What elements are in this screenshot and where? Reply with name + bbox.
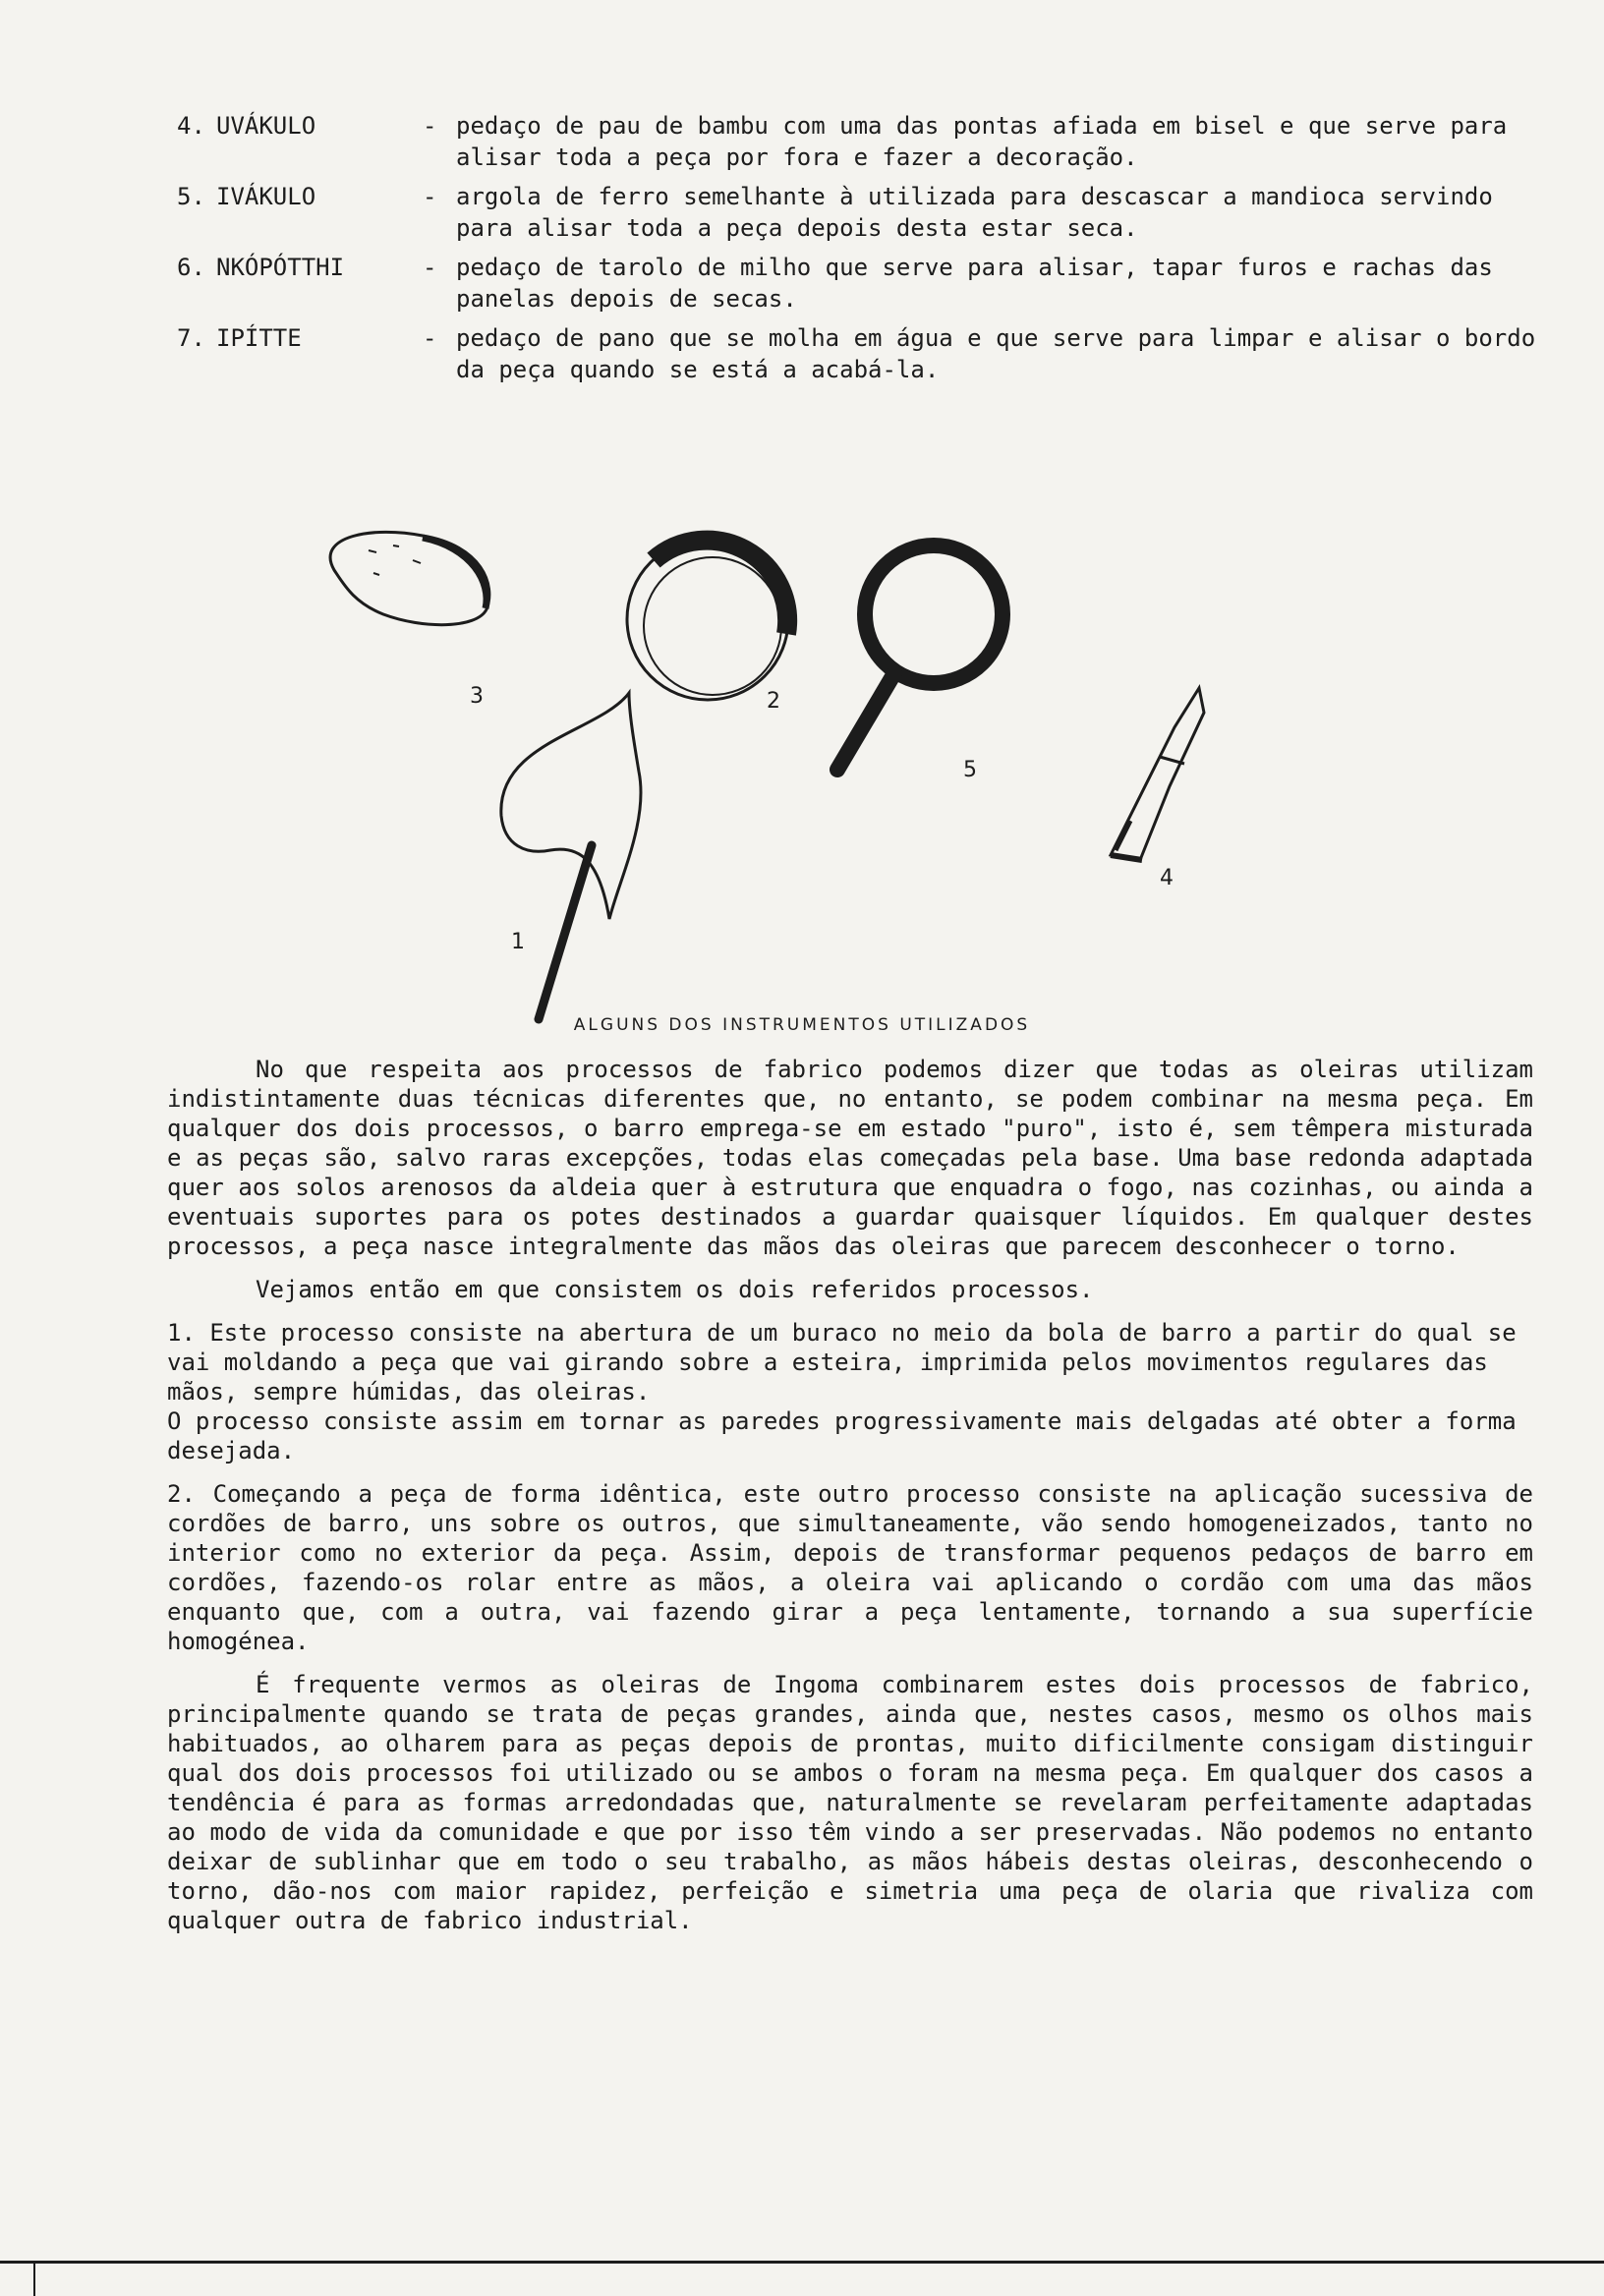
item-definition: pedaço de pano que se molha em água e que serve para limpar e alisar o bordo da peça quando se está a acabá-la.: [456, 324, 1536, 383]
fig-label-5: 5: [963, 758, 977, 782]
item-definition: pedaço de tarolo de milho que serve para alisar, tapar furos e rachas das panelas depois de secas.: [456, 254, 1493, 313]
instruments-illustration: [275, 506, 1405, 1037]
instrument-item: [177, 110, 1553, 173]
paragraph-transition: Vejamos então em que consistem os dois referidos processos.: [256, 1276, 1094, 1303]
paragraph-process-1: 1. Este processo consiste na abertura de um buraco no meio da bola de barro a partir do qual se vai moldando a peça que vai girando sobre a esteira, imprimida pelos movimentos regulares das mãos, sempre húmidas, das oleiras. O processo consiste assim em tornar as paredes progressivamente mais delgadas até obter a forma desejada.: [167, 1319, 1517, 1464]
item-dash: -: [423, 254, 437, 281]
body-text: [167, 1055, 1533, 1935]
fig-label-4: 4: [1160, 866, 1174, 890]
item-dash: -: [423, 183, 437, 210]
item-definition: argola de ferro semelhante à utilizada para descascar a mandioca servindo para alisar toda a peça depois desta estar seca.: [456, 183, 1493, 242]
item-dash: -: [423, 324, 437, 352]
item-number: 7.: [177, 324, 205, 352]
item-term: IVÁKULO: [216, 183, 316, 210]
instrument-1-drawing: [501, 693, 641, 1019]
instrument-item: [177, 322, 1553, 385]
item-term: NKÓPÓTTHI: [216, 254, 345, 281]
figure-caption: ALGUNS DOS INSTRUMENTOS UTILIZADOS: [573, 1015, 1031, 1035]
instrument-4-drawing: [1111, 688, 1204, 860]
fig-label-3: 3: [470, 684, 484, 709]
item-term: IPÍTTE: [216, 324, 302, 352]
paragraph-conclusion: É frequente vermos as oleiras de Ingoma combinarem estes dois processos de fabrico, principalmente quando se trata de peças grandes, ainda que, nestes casos, mesmo os olhos mais habituados, ao olharem para as peças depois de prontas, muito dificilmente consigam distinguir qual dos dois processos foi utilizado ou se ambos o foram na mesma peça. Em qualquer dos casos a tendência é para as formas arredondadas que, naturalmente se revelaram perfeitamente adaptadas ao modo de vida da comunidade e que por isso têm vindo a ser preservadas. Não podemos no entanto deixar de sublinhar que em todo o seu trabalho, as mãos hábeis destas oleiras, desconhecendo o torno, dão-nos com maior rapidez, perfeição e simetria uma peça de olaria que rivaliza com qualquer outra de fabrico industrial.: [167, 1671, 1533, 1934]
item-dash: -: [423, 112, 437, 140]
instrument-list: [177, 110, 1553, 393]
instrument-item: [177, 252, 1553, 315]
left-rule: [33, 2261, 35, 2296]
item-number: 5.: [177, 183, 205, 210]
bottom-rule: [0, 2261, 1604, 2264]
instrument-2-drawing: [627, 539, 788, 700]
fig-label-2: 2: [767, 689, 780, 714]
instrument-item: [177, 181, 1553, 244]
instrument-3-drawing: [330, 532, 489, 624]
item-definition: pedaço de pau de bambu com uma das pontas afiada em bisel e que serve para alisar toda a peça por fora e fazer a decoração.: [456, 112, 1508, 171]
paragraph-process-2: 2. Começando a peça de forma idêntica, este outro processo consiste na aplicação sucessiva de cordões de barro, uns sobre os outros, que simultaneamente, vão sendo homogeneizados, tanto no interior como no exterior da peça. Assim, depois de transformar pequenos pedaços de barro em cordões, fazendo-os rolar entre as mãos, a oleira vai aplicando o cordão com uma das mãos enquanto que, com a outra, vai fazendo girar a peça lentamente, tornando a sua superfície homogénea.: [167, 1480, 1533, 1655]
item-term: UVÁKULO: [216, 112, 316, 140]
paragraph-processes-intro: No que respeita aos processos de fabrico podemos dizer que todas as oleiras utilizam indistintamente duas técnicas diferentes que, no entanto, se podem combinar na mesma peça. Em qualquer dos dois processos, o barro emprega-se em estado "puro", isto é, sem têmpera misturada e as peças são, salvo raras excepções, todas elas começadas pela base. Uma base redonda adaptada quer aos solos arenosos da aldeia quer à estrutura que enquadra o fogo, nas cozinhas, ou ainda a eventuais suportes para os potes destinados a guardar quaisquer líquidos. Em qualquer destes processos, a peça nasce integralmente das mãos das oleiras que parecem desconhecer o torno.: [167, 1056, 1533, 1260]
item-number: 6.: [177, 254, 205, 281]
item-number: 4.: [177, 112, 205, 140]
fig-label-1: 1: [511, 930, 525, 954]
instrument-5-drawing: [837, 545, 1002, 770]
